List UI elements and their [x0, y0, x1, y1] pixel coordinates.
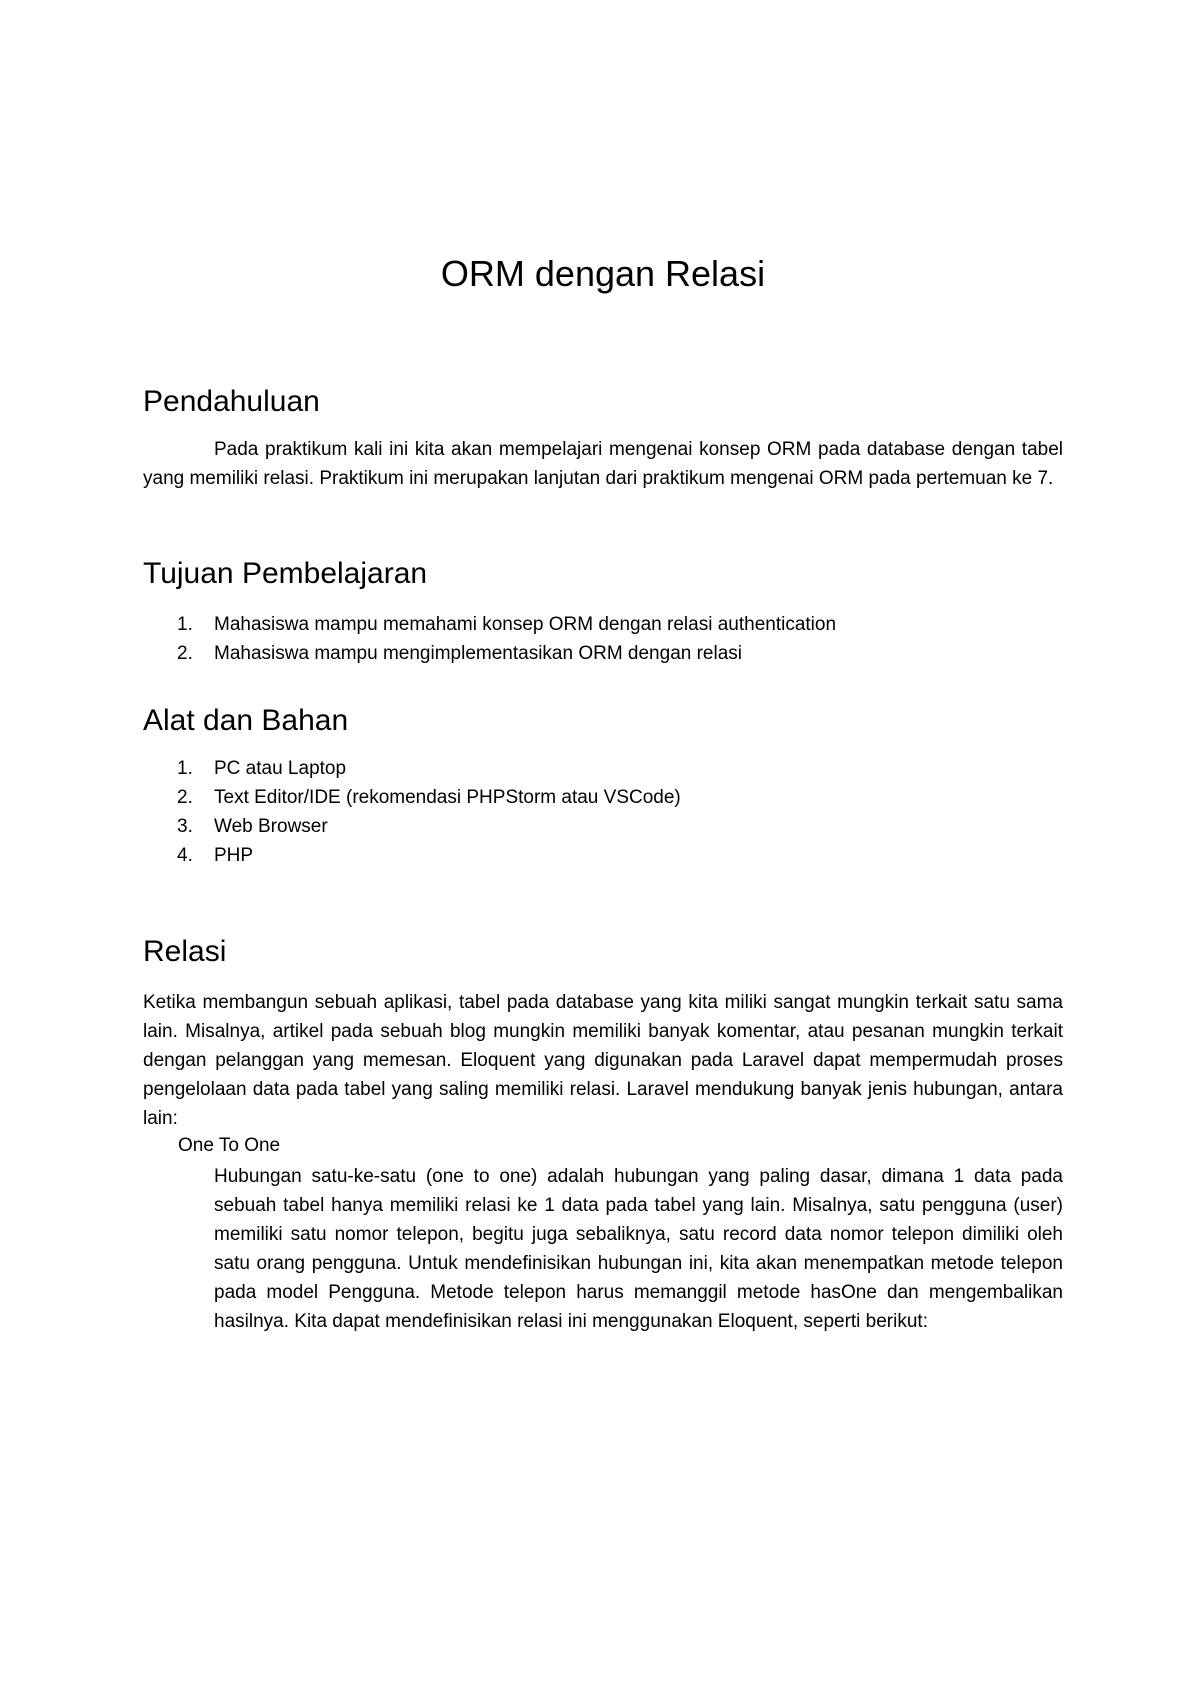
- list-item: [143, 841, 1063, 870]
- section-heading-tujuan: Tujuan Pembelajaran: [143, 557, 428, 590]
- pendahuluan-paragraph: Pada praktikum kali ini kita akan mempelajari mengenai konsep ORM pada database dengan tabel yang memiliki relasi. Praktikum ini merupakan lanjutan dari praktikum mengenai ORM pada pertemuan ke 7.: [143, 439, 1063, 489]
- section-heading-alat: Alat dan Bahan: [143, 704, 349, 737]
- list-number: 2.: [177, 787, 193, 808]
- subheading-one-to-one: One To One: [178, 1135, 281, 1156]
- list-item-text: Text Editor/IDE (rekomendasi PHPStorm atau VSCode): [214, 787, 681, 808]
- list-item-text: PC atau Laptop: [214, 758, 347, 779]
- list-number: 1.: [177, 758, 193, 779]
- list-number: 3.: [177, 816, 193, 837]
- list-item: [143, 639, 1063, 668]
- section-heading-pendahuluan: Pendahuluan: [143, 385, 320, 418]
- tujuan-list: [143, 610, 1063, 668]
- list-item: [143, 783, 1063, 812]
- list-item: [143, 754, 1063, 783]
- list-number: 4.: [177, 845, 193, 866]
- relasi-paragraph: Ketika membangun sebuah aplikasi, tabel pada database yang kita miliki sangat mungkin terkait satu sama lain. Misalnya, artikel pada sebuah blog mungkin memiliki banyak komentar, atau pesanan mungkin terkait dengan pelanggan yang memesan. Eloquent yang digunakan pada Laravel dapat mempermudah proses pengelolaan data pada tabel yang saling memiliki relasi. Laravel mendukung banyak jenis hubungan, antara lain:: [143, 992, 1063, 1129]
- list-number: 2.: [177, 643, 193, 664]
- list-number: 1.: [177, 614, 193, 635]
- one-to-one-paragraph: Hubungan satu-ke-satu (one to one) adalah hubungan yang paling dasar, dimana 1 data pada sebuah tabel hanya memiliki relasi ke 1 data pada tabel yang lain. Misalnya, satu pengguna (user) memiliki satu nomor telepon, begitu juga sebaliknya, satu record data nomor telepon dimiliki oleh satu orang pengguna. Untuk mendefinisikan hubungan ini, kita akan menempatkan metode telepon pada model Pengguna. Metode telepon harus memanggil metode hasOne dan mengembalikan hasilnya. Kita dapat mendefinisikan relasi ini menggunakan Eloquent, seperti berikut:: [214, 1166, 1063, 1332]
- list-item-text: Mahasiswa mampu mengimplementasikan ORM dengan relasi: [214, 643, 743, 664]
- list-item-text: PHP: [214, 845, 254, 866]
- list-item: [143, 610, 1063, 639]
- list-item-text: Web Browser: [214, 816, 328, 837]
- alat-list: [143, 754, 1063, 870]
- list-item: [143, 812, 1063, 841]
- section-heading-relasi: Relasi: [143, 935, 227, 968]
- document-title: ORM dengan Relasi: [440, 253, 766, 294]
- list-item-text: Mahasiswa mampu memahami konsep ORM dengan relasi authentication: [214, 614, 837, 635]
